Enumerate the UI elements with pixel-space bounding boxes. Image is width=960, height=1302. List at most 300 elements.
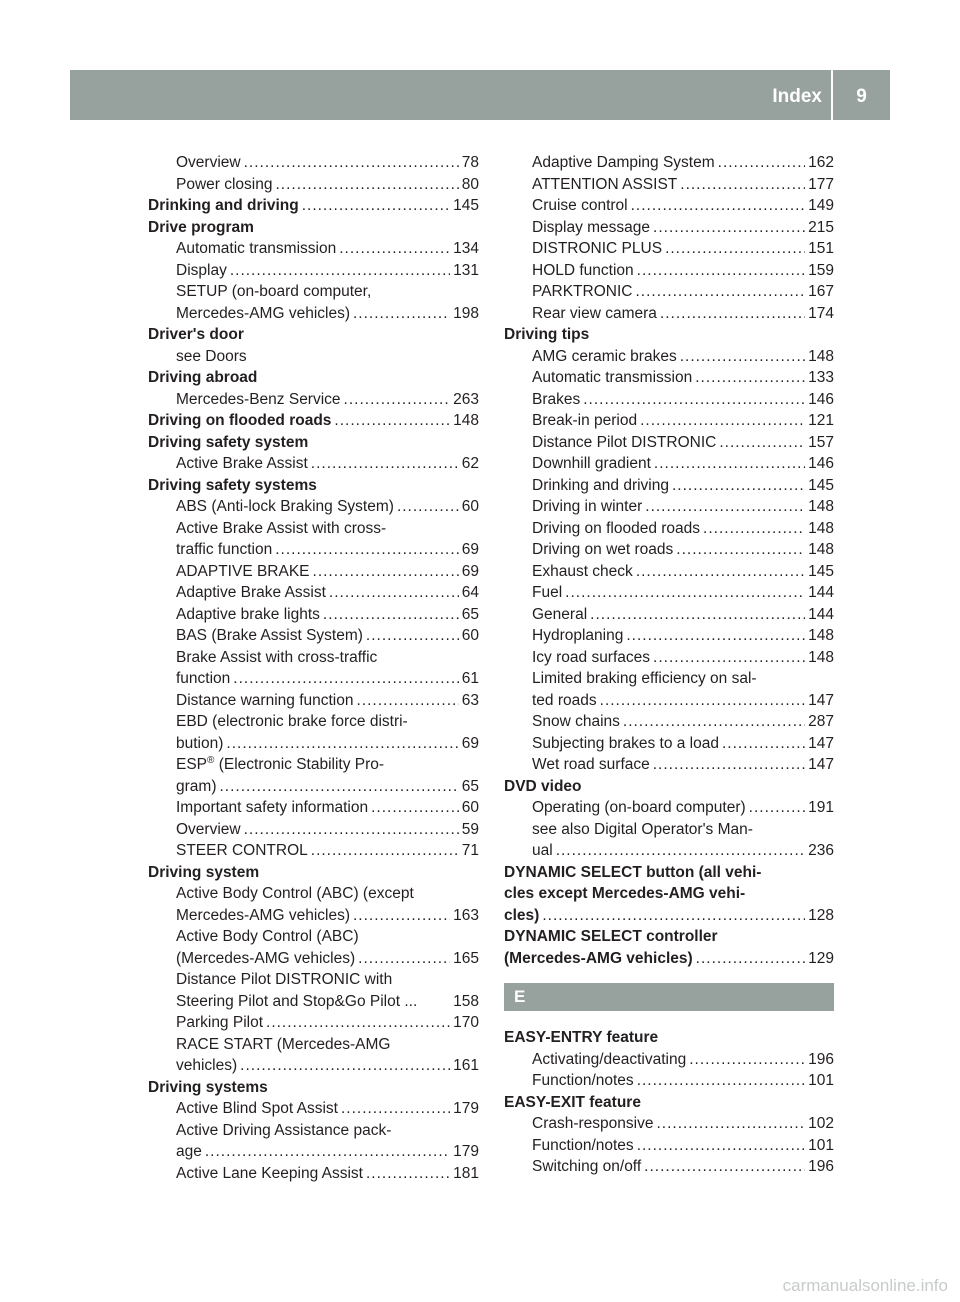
index-subentry: [148, 539, 479, 561]
page-reference: 148: [808, 648, 834, 666]
index-subentry: [148, 926, 479, 948]
dot-leader: [311, 840, 459, 862]
entry-label: bution): [176, 734, 224, 752]
page-reference: 101: [808, 1136, 834, 1154]
page-reference: 148: [808, 347, 834, 365]
page-reference: 80: [461, 175, 479, 193]
dot-leader: [654, 453, 805, 475]
entry-label: Driving safety system: [148, 433, 309, 451]
index-subentry: [504, 152, 834, 174]
entry-label: Wet road surface: [532, 756, 650, 773]
page-reference: 177: [808, 175, 834, 193]
page-reference: 144: [808, 584, 834, 601]
index-subentry: [504, 174, 834, 196]
page-reference: 60: [461, 498, 479, 515]
index-subentry: [504, 647, 834, 669]
dot-leader: [302, 195, 450, 217]
page-reference: 69: [461, 562, 479, 580]
entry-label: AMG ceramic brakes: [532, 347, 677, 365]
dot-leader: [722, 733, 805, 755]
entry-label: traffic function: [176, 541, 273, 558]
dot-leader: [653, 647, 805, 669]
index-subentry: [148, 346, 479, 368]
entry-label: ual: [532, 842, 553, 859]
index-subentry: [504, 711, 834, 733]
page-reference: 148: [808, 627, 834, 644]
index-subentry: [504, 733, 834, 755]
entry-label: Adaptive Damping System: [532, 154, 715, 171]
page-reference: 191: [808, 799, 834, 816]
index-subentry: [504, 840, 834, 862]
index-subentry: [504, 1113, 834, 1135]
index-subentry: [148, 647, 479, 669]
index-subentry: [504, 797, 834, 819]
index-subentry: [504, 604, 834, 626]
dot-leader: [397, 496, 459, 518]
page-reference: 149: [808, 197, 834, 214]
dot-leader: [334, 410, 450, 432]
page-reference: 179: [453, 1100, 479, 1117]
index-entry: [504, 948, 834, 970]
entry-label: Downhill gradient: [532, 455, 651, 472]
dot-leader: [645, 496, 805, 518]
entry-label: General: [532, 605, 588, 623]
entry-label: Crash-responsive: [532, 1115, 654, 1132]
entry-label: Mercedes-AMG vehicles): [176, 304, 350, 322]
index-subentry: [504, 690, 834, 712]
entry-label: EASY-ENTRY feature: [504, 1029, 659, 1046]
page-reference: 170: [453, 1014, 479, 1031]
entry-label: Switching on/off: [532, 1158, 642, 1175]
dot-leader: [719, 432, 805, 454]
page-reference: 148: [808, 498, 834, 515]
entry-label: Parking Pilot: [176, 1014, 264, 1031]
entry-label: ATTENTION ASSIST: [532, 175, 678, 193]
entry-label: Automatic transmission: [532, 369, 693, 386]
entry-label: RACE START (Mercedes-AMG: [176, 1035, 391, 1053]
index-subentry: [148, 518, 479, 540]
entry-label: [176, 754, 384, 776]
index-subentry: [148, 174, 479, 196]
page-reference: 145: [808, 476, 834, 494]
page-reference: 131: [453, 261, 479, 279]
dot-leader: [640, 410, 805, 432]
entry-label: EASY-EXIT feature: [504, 1093, 641, 1111]
dot-leader: [626, 625, 805, 647]
entry-label: function: [176, 670, 231, 687]
index-subentry: [148, 1120, 479, 1142]
page-reference: 60: [461, 799, 479, 816]
page-reference: 69: [461, 541, 479, 558]
entry-label: ADAPTIVE BRAKE: [176, 562, 310, 580]
page-reference: 101: [808, 1072, 834, 1089]
index-subentry: [148, 948, 479, 970]
page-reference: 147: [808, 756, 834, 773]
page-reference: 146: [808, 455, 834, 472]
index-subentry: [148, 883, 479, 905]
index-subentry: [148, 238, 479, 260]
entry-label: see Doors: [176, 347, 247, 365]
index-subentry: [504, 1156, 834, 1178]
index-subentry: [148, 991, 479, 1013]
index-subentry: [504, 625, 834, 647]
entry-label: ted roads: [532, 691, 597, 709]
entry-label: Limited braking efficiency on sal-: [532, 670, 757, 687]
index-subentry: [148, 690, 479, 712]
page-reference: 174: [808, 304, 834, 322]
entry-label: Active Brake Assist: [176, 455, 308, 472]
index-entry: [504, 1027, 834, 1049]
index-subentry: [504, 561, 834, 583]
entry-label: Driving on flooded roads: [148, 412, 332, 429]
index-entry: [504, 905, 834, 927]
index-subentry: [148, 582, 479, 604]
index-subentry: [504, 281, 834, 303]
index-entry: [504, 1092, 834, 1114]
entry-label: Break-in period: [532, 412, 638, 429]
entry-label: Steering Pilot and Stop&Go Pilot ...: [176, 992, 418, 1010]
index-entry: [148, 1077, 479, 1099]
index-entry: [504, 926, 834, 948]
index-subentry: [504, 303, 834, 325]
index-subentry: [148, 840, 479, 862]
index-entry: [504, 776, 834, 798]
page-reference: 165: [453, 949, 479, 967]
page-reference: 198: [453, 304, 479, 322]
entry-label: Distance Pilot DISTRONIC: [532, 433, 717, 451]
index-subentry: [148, 776, 479, 798]
page-reference: 65: [461, 605, 479, 623]
index-subentry: [148, 260, 479, 282]
dot-leader: [226, 733, 458, 755]
entry-label: Power closing: [176, 175, 273, 193]
page-reference: 65: [461, 777, 479, 795]
dot-leader: [323, 604, 459, 626]
index-entry: [148, 324, 479, 346]
index-subentry: [504, 389, 834, 411]
dot-leader: [366, 625, 459, 647]
page-reference: 134: [453, 240, 479, 257]
index-subentry: [148, 496, 479, 518]
entry-label: Automatic transmission: [176, 240, 337, 257]
index-subentry: [504, 496, 834, 518]
entry-label: vehicles): [176, 1057, 238, 1074]
entry-label: Driving on wet roads: [532, 541, 674, 558]
page-reference: 163: [453, 906, 479, 924]
dot-leader: [653, 754, 805, 776]
entry-label: Drinking and driving: [148, 197, 299, 214]
index-subentry: [504, 582, 834, 604]
entry-label-text: (Electronic Stability Pro-: [214, 756, 385, 773]
page-reference: 147: [808, 691, 834, 709]
dot-leader: [230, 260, 450, 282]
entry-label: STEER CONTROL: [176, 842, 308, 859]
dot-leader: [244, 819, 459, 841]
dot-leader: [542, 905, 805, 927]
page-reference: 162: [808, 154, 834, 171]
index-entry: [504, 883, 834, 905]
page-reference: 159: [808, 261, 834, 279]
index-subentry: [148, 389, 479, 411]
entry-label: Adaptive brake lights: [176, 605, 320, 623]
dot-leader: [556, 840, 805, 862]
page-reference: 287: [808, 713, 834, 730]
index-subentry: [504, 539, 834, 561]
entry-label: Driving safety systems: [148, 476, 317, 494]
entry-label: (Mercedes-AMG vehicles): [176, 949, 356, 967]
dot-leader: [219, 776, 458, 798]
dot-leader: [590, 604, 805, 626]
index-subentry: [148, 152, 479, 174]
index-entry: [148, 432, 479, 454]
entry-label: Mercedes-AMG vehicles): [176, 906, 350, 924]
page-reference: 161: [453, 1057, 479, 1074]
dot-leader: [749, 797, 805, 819]
entry-label: Driving on flooded roads: [532, 519, 701, 537]
entry-label: Rear view camera: [532, 304, 657, 322]
entry-label: cles except Mercedes-AMG vehi-: [504, 885, 746, 902]
dot-leader: [341, 1098, 450, 1120]
entry-label: Snow chains: [532, 713, 620, 730]
entry-label: DYNAMIC SELECT button (all vehi-: [504, 863, 762, 881]
dot-leader: [244, 152, 459, 174]
dot-leader: [636, 561, 805, 583]
index-subentry: [504, 410, 834, 432]
dot-leader: [672, 475, 805, 497]
entry-label: Drive program: [148, 218, 254, 236]
index-subentry: [504, 432, 834, 454]
page-reference: 121: [808, 412, 834, 429]
dot-leader: [366, 1163, 450, 1185]
entry-label: Brake Assist with cross-traffic: [176, 648, 378, 666]
index-entry: [148, 367, 479, 389]
dot-leader: [357, 690, 459, 712]
page-reference: 179: [453, 1143, 479, 1160]
index-subentry: [148, 711, 479, 733]
page-reference: 148: [808, 541, 834, 558]
entry-label: Driving systems: [148, 1078, 268, 1096]
dot-leader: [353, 905, 450, 927]
page-reference: 196: [808, 1158, 834, 1175]
index-subentry: [504, 1135, 834, 1157]
dot-leader: [689, 1049, 805, 1071]
dot-leader: [653, 217, 805, 239]
index-subentry: [504, 238, 834, 260]
index-subentry: [504, 1049, 834, 1071]
entry-label: DVD video: [504, 777, 582, 795]
dot-leader: [676, 539, 805, 561]
entry-label: Subjecting brakes to a load: [532, 734, 719, 752]
entry-label: Brakes: [532, 390, 581, 408]
dot-leader: [353, 303, 450, 325]
index-entry: [148, 862, 479, 884]
entry-label: Adaptive Brake Assist: [176, 584, 326, 601]
entry-label: Driver's door: [148, 326, 244, 343]
page-reference: 62: [461, 455, 479, 472]
index-subentry: [504, 195, 834, 217]
dot-leader: [240, 1055, 450, 1077]
entry-label: Activating/deactivating: [532, 1050, 687, 1068]
dot-leader: [600, 690, 805, 712]
entry-label: ABS (Anti-lock Braking System): [176, 498, 394, 515]
dot-leader: [313, 561, 459, 583]
entry-label: Active Blind Spot Assist: [176, 1100, 338, 1117]
dot-leader: [703, 518, 805, 540]
section-header-e: E: [504, 983, 834, 1011]
index-subentry: [148, 1034, 479, 1056]
page-reference: 60: [461, 627, 479, 644]
dot-leader: [565, 582, 805, 604]
page-reference: 69: [461, 734, 479, 752]
index-subentry: [148, 453, 479, 475]
index-column-right: [504, 152, 834, 1178]
page-reference: 59: [461, 820, 479, 838]
page-reference: 158: [453, 992, 479, 1010]
index-subentry: [148, 1098, 479, 1120]
entry-label: Active Brake Assist with cross-: [176, 519, 387, 537]
dot-leader: [266, 1012, 450, 1034]
index-subentry: [504, 754, 834, 776]
dot-leader: [635, 281, 805, 303]
entry-label: Display: [176, 261, 227, 279]
index-subentry: [504, 367, 834, 389]
dot-leader: [329, 582, 459, 604]
page-reference: 148: [808, 519, 834, 537]
index-subentry: [504, 475, 834, 497]
page-reference: 78: [461, 154, 479, 171]
entry-label: Display message: [532, 218, 651, 236]
index-subentry: [504, 819, 834, 841]
entry-label: age: [176, 1143, 202, 1160]
index-subentry: [504, 346, 834, 368]
index-subentry: [148, 625, 479, 647]
page-reference: 157: [808, 433, 834, 451]
dot-leader: [205, 1141, 450, 1163]
page-reference: 133: [808, 369, 834, 386]
page-reference: 61: [461, 670, 479, 687]
entry-label: Driving abroad: [148, 369, 258, 386]
entry-label: cles): [504, 906, 540, 924]
dot-leader: [660, 303, 805, 325]
dot-leader: [623, 711, 805, 733]
index-subentry: [148, 969, 479, 991]
page-reference: 196: [808, 1050, 834, 1068]
entry-label: Function/notes: [532, 1136, 634, 1154]
index-subentry: [148, 1141, 479, 1163]
index-entry: [148, 475, 479, 497]
registered-mark: ®: [207, 754, 215, 766]
dot-leader: [665, 238, 805, 260]
page-title: Index: [772, 86, 822, 107]
page-number: 9: [856, 86, 867, 107]
entry-label: (Mercedes-AMG vehicles): [504, 949, 693, 967]
page-reference: 151: [808, 240, 834, 257]
entry-label: Overview: [176, 154, 241, 171]
page-reference: 148: [453, 412, 479, 429]
entry-label: Important safety information: [176, 799, 369, 816]
entry-label: DYNAMIC SELECT controller: [504, 928, 718, 945]
entry-label: EBD (electronic brake force distri-: [176, 713, 408, 730]
dot-leader: [275, 539, 459, 561]
entry-label: Mercedes-Benz Service: [176, 390, 341, 408]
page-reference: 145: [808, 562, 834, 580]
page-reference: 215: [808, 218, 834, 236]
index-subentry: [504, 260, 834, 282]
entry-label: see also Digital Operator's Man-: [532, 820, 753, 838]
dot-leader: [680, 346, 805, 368]
index-entry: [148, 410, 479, 432]
entry-label: Driving in winter: [532, 498, 643, 515]
page-reference: 129: [808, 949, 834, 967]
dot-leader: [344, 389, 451, 411]
index-entry: [148, 217, 479, 239]
index-subentry: [504, 518, 834, 540]
index-subentry: [148, 819, 479, 841]
entry-label: Driving system: [148, 863, 260, 881]
entry-label: Driving tips: [504, 326, 590, 343]
index-subentry: [148, 733, 479, 755]
index-entry: [504, 862, 834, 884]
page-reference: 71: [461, 842, 479, 859]
page-reference: 147: [808, 734, 834, 752]
entry-label: Active Driving Assistance pack-: [176, 1121, 392, 1139]
page-reference: 146: [808, 390, 834, 408]
entry-label: Overview: [176, 820, 241, 838]
index-subentry: [148, 561, 479, 583]
entry-label: SETUP (on-board computer,: [176, 283, 372, 300]
page-reference: 236: [808, 842, 834, 859]
page-reference: 144: [808, 605, 834, 623]
index-entry: [148, 195, 479, 217]
dot-leader: [358, 948, 450, 970]
index-subentry: [148, 797, 479, 819]
entry-label: HOLD function: [532, 261, 634, 279]
dot-leader: [631, 195, 806, 217]
entry-label: Function/notes: [532, 1072, 634, 1089]
index-subentry: [504, 1070, 834, 1092]
page-reference: 181: [453, 1164, 479, 1182]
index-subentry: [504, 217, 834, 239]
dot-leader: [696, 948, 805, 970]
dot-leader: [637, 1135, 805, 1157]
entry-label: Operating (on-board computer): [532, 799, 746, 816]
index-subentry: [148, 905, 479, 927]
index-column-left: [148, 152, 479, 1184]
index-subentry: [148, 281, 479, 303]
entry-label: Active Lane Keeping Assist: [176, 1164, 363, 1182]
index-entry: [504, 324, 834, 346]
entry-label: gram): [176, 777, 217, 795]
dot-leader: [276, 174, 459, 196]
dot-leader: [637, 1070, 805, 1092]
entry-label: Distance warning function: [176, 691, 354, 709]
entry-label: Distance Pilot DISTRONIC with: [176, 971, 393, 988]
entry-label: Icy road surfaces: [532, 648, 651, 666]
entry-label: Active Body Control (ABC): [176, 928, 359, 945]
entry-label: Exhaust check: [532, 562, 633, 580]
index-subentry: [148, 754, 479, 776]
dot-leader: [695, 367, 805, 389]
entry-label: PARKTRONIC: [532, 283, 633, 300]
page-reference: 128: [808, 906, 834, 924]
entry-label: Hydroplaning: [532, 627, 624, 644]
entry-label: Drinking and driving: [532, 476, 669, 494]
dot-leader: [644, 1156, 805, 1178]
dot-leader: [583, 389, 805, 411]
index-subentry: [504, 453, 834, 475]
dot-leader: [311, 453, 459, 475]
entry-label: Fuel: [532, 584, 563, 601]
